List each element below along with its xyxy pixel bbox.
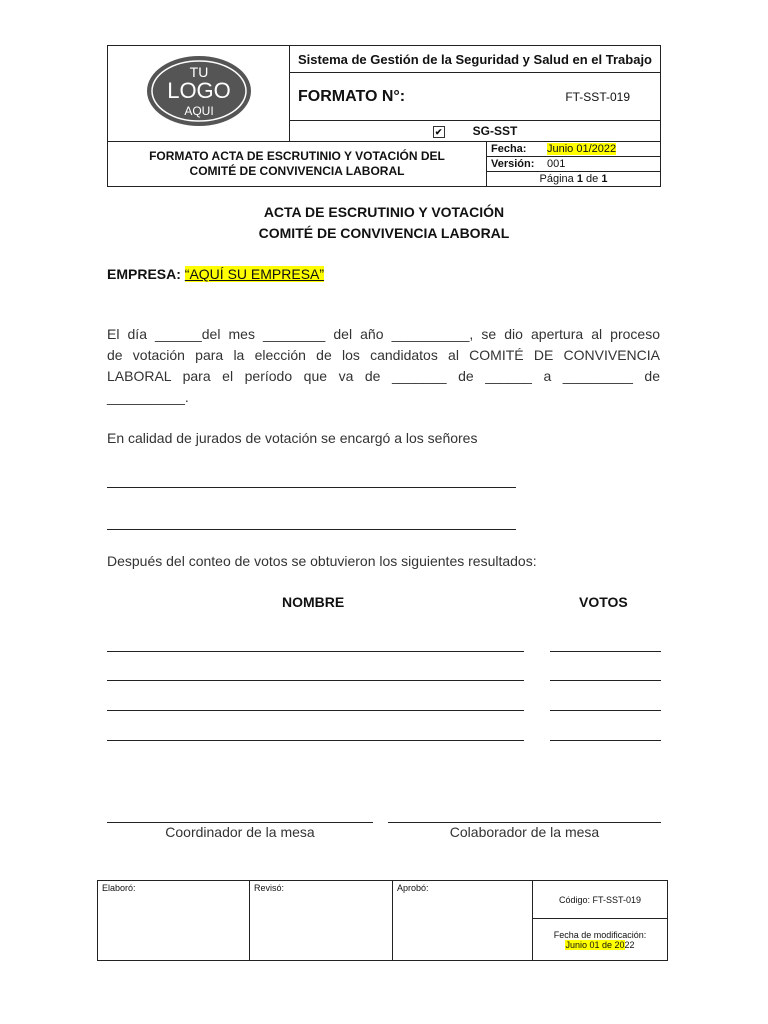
name-line-1[interactable] (107, 651, 524, 652)
version-label: Versión: (491, 158, 535, 170)
sg-sst-label: SG-SST (472, 123, 518, 138)
paragraph-line1: El día ______del mes ________ del año __________, se dio apertura al proceso (107, 326, 660, 342)
logo-text-3: AQUI (183, 104, 214, 118)
empresa-value: “AQUÍ SU EMPRESA” (184, 266, 325, 282)
fecha-mod-cell (533, 919, 668, 961)
votes-line-4[interactable] (550, 740, 661, 741)
jurado-line-2[interactable] (107, 529, 516, 530)
version-row (487, 157, 661, 172)
format-row (290, 73, 661, 120)
page-row (487, 172, 661, 187)
sg-sst-row (290, 120, 661, 141)
act-title-line1: ACTA DE ESCRUTINIO Y VOTACIÓN (263, 204, 505, 220)
elaboro-cell: Elaboró: (98, 881, 250, 961)
name-line-3[interactable] (107, 710, 524, 711)
fecha-label: Fecha: (491, 143, 527, 155)
coordinator-label: Coordinador de la mesa (165, 824, 315, 840)
fecha-mod-label: Fecha de modificación: (553, 929, 647, 940)
name-line-4[interactable] (107, 740, 524, 741)
document-header-table (107, 45, 661, 187)
votes-line-3[interactable] (550, 710, 661, 711)
results-text: Después del conteo de votos se obtuvieron los siguientes resultados: (107, 553, 537, 569)
document-title-line1: FORMATO ACTA DE ESCRUTINIO Y VOTACIÓN DEL (149, 149, 445, 163)
paragraph-line4: __________. (107, 389, 189, 405)
page-word: Página (539, 173, 574, 185)
page-total: 1 (601, 173, 608, 185)
logo-cell (108, 46, 290, 142)
format-label: FORMATO N°: (298, 87, 406, 105)
logo-text-1: TU (189, 64, 208, 80)
version-value: 001 (547, 158, 566, 170)
codigo-cell: Código: FT-SST-019 (533, 881, 668, 919)
name-line-2[interactable] (107, 680, 524, 681)
format-code: FT-SST-019 (565, 89, 630, 104)
name-column-header: NOMBRE (282, 594, 345, 610)
aprobo-cell: Aprobó: (393, 881, 533, 961)
empresa-line (107, 266, 324, 282)
system-title: Sistema de Gestión de la Seguridad y Salud en el Trabajo (290, 46, 661, 73)
paragraph-line2: de votación para la elección de los candidatos al COMITÉ DE CONVIVENCIA (107, 347, 660, 363)
jurado-line-1[interactable] (107, 487, 516, 488)
checkbox[interactable]: ✔ (433, 126, 445, 138)
fecha-mod-highlight: Junio 01 de 20 (565, 939, 625, 950)
fecha-mod-rest: 22 (624, 939, 635, 950)
paragraph-line3: LABORAL para el período que va de _______ de ______ a _________ de (107, 368, 660, 384)
document-title-line2: COMITÉ DE CONVIVENCIA LABORAL (189, 164, 405, 178)
act-title-line2: COMITÉ DE CONVIVENCIA LABORAL (258, 225, 510, 241)
approval-footer-table (97, 880, 668, 961)
votes-line-2[interactable] (550, 680, 661, 681)
fecha-value: Junio 01/2022 (547, 143, 617, 155)
empresa-label: EMPRESA: (107, 266, 181, 282)
votes-line-1[interactable] (550, 651, 661, 652)
coordinator-signature-line[interactable] (107, 822, 373, 823)
logo-text-2: LOGO (166, 78, 231, 103)
votes-column-header: VOTOS (579, 594, 628, 610)
fecha-row (487, 142, 661, 157)
page-current: 1 (576, 173, 583, 185)
opening-paragraph (107, 324, 660, 408)
page-of: de (586, 173, 599, 185)
document-title-cell (108, 142, 487, 187)
reviso-cell: Revisó: (250, 881, 393, 961)
collaborator-label: Colaborador de la mesa (449, 824, 600, 840)
logo-badge (144, 53, 254, 129)
collaborator-signature-line[interactable] (388, 822, 661, 823)
jurados-text: En calidad de jurados de votación se encargó a los señores (107, 430, 478, 446)
